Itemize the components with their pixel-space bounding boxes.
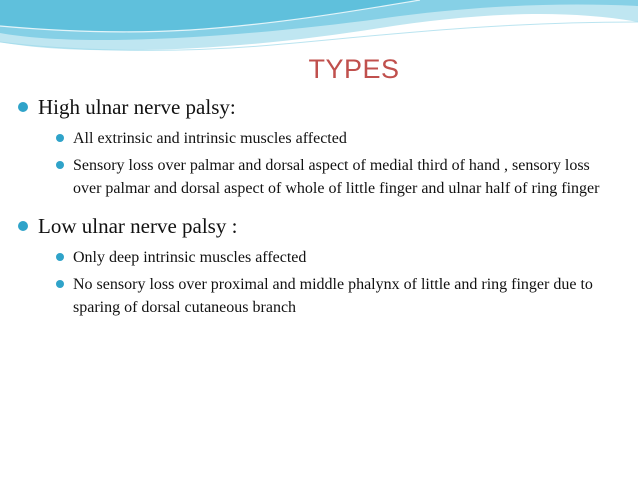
list-item (18, 273, 618, 319)
bullet-dot (56, 161, 64, 169)
slide-title: TYPES (308, 54, 400, 84)
bullet-dot (18, 221, 28, 231)
bullet-list-high-ulnar (18, 127, 618, 200)
list-item (18, 154, 618, 200)
list-item (18, 127, 618, 150)
slide-content (18, 95, 618, 329)
bullet-dot (56, 134, 64, 142)
bullet-dot (56, 253, 64, 261)
list-item-text: Sensory loss over palmar and dorsal aspect of medial third of hand , sensory loss over palmar and dorsal aspect of whole of little finger and ulnar half of ring finger (73, 157, 600, 197)
bullet-list-low-ulnar (18, 246, 618, 319)
bullet-dot (18, 102, 28, 112)
section-heading-high-ulnar (18, 95, 618, 120)
list-item-text: Only deep intrinsic muscles affected (73, 249, 307, 266)
section-heading-low-ulnar (18, 214, 618, 239)
section-heading-text: Low ulnar nerve palsy : (38, 214, 238, 238)
list-item-text: All extrinsic and intrinsic muscles affected (73, 130, 347, 147)
list-item (18, 246, 618, 269)
section-heading-text: High ulnar nerve palsy: (38, 95, 236, 119)
bullet-dot (56, 280, 64, 288)
list-item-text: No sensory loss over proximal and middle phalynx of little and ring finger due to sparing of dorsal cutaneous branch (73, 276, 593, 316)
